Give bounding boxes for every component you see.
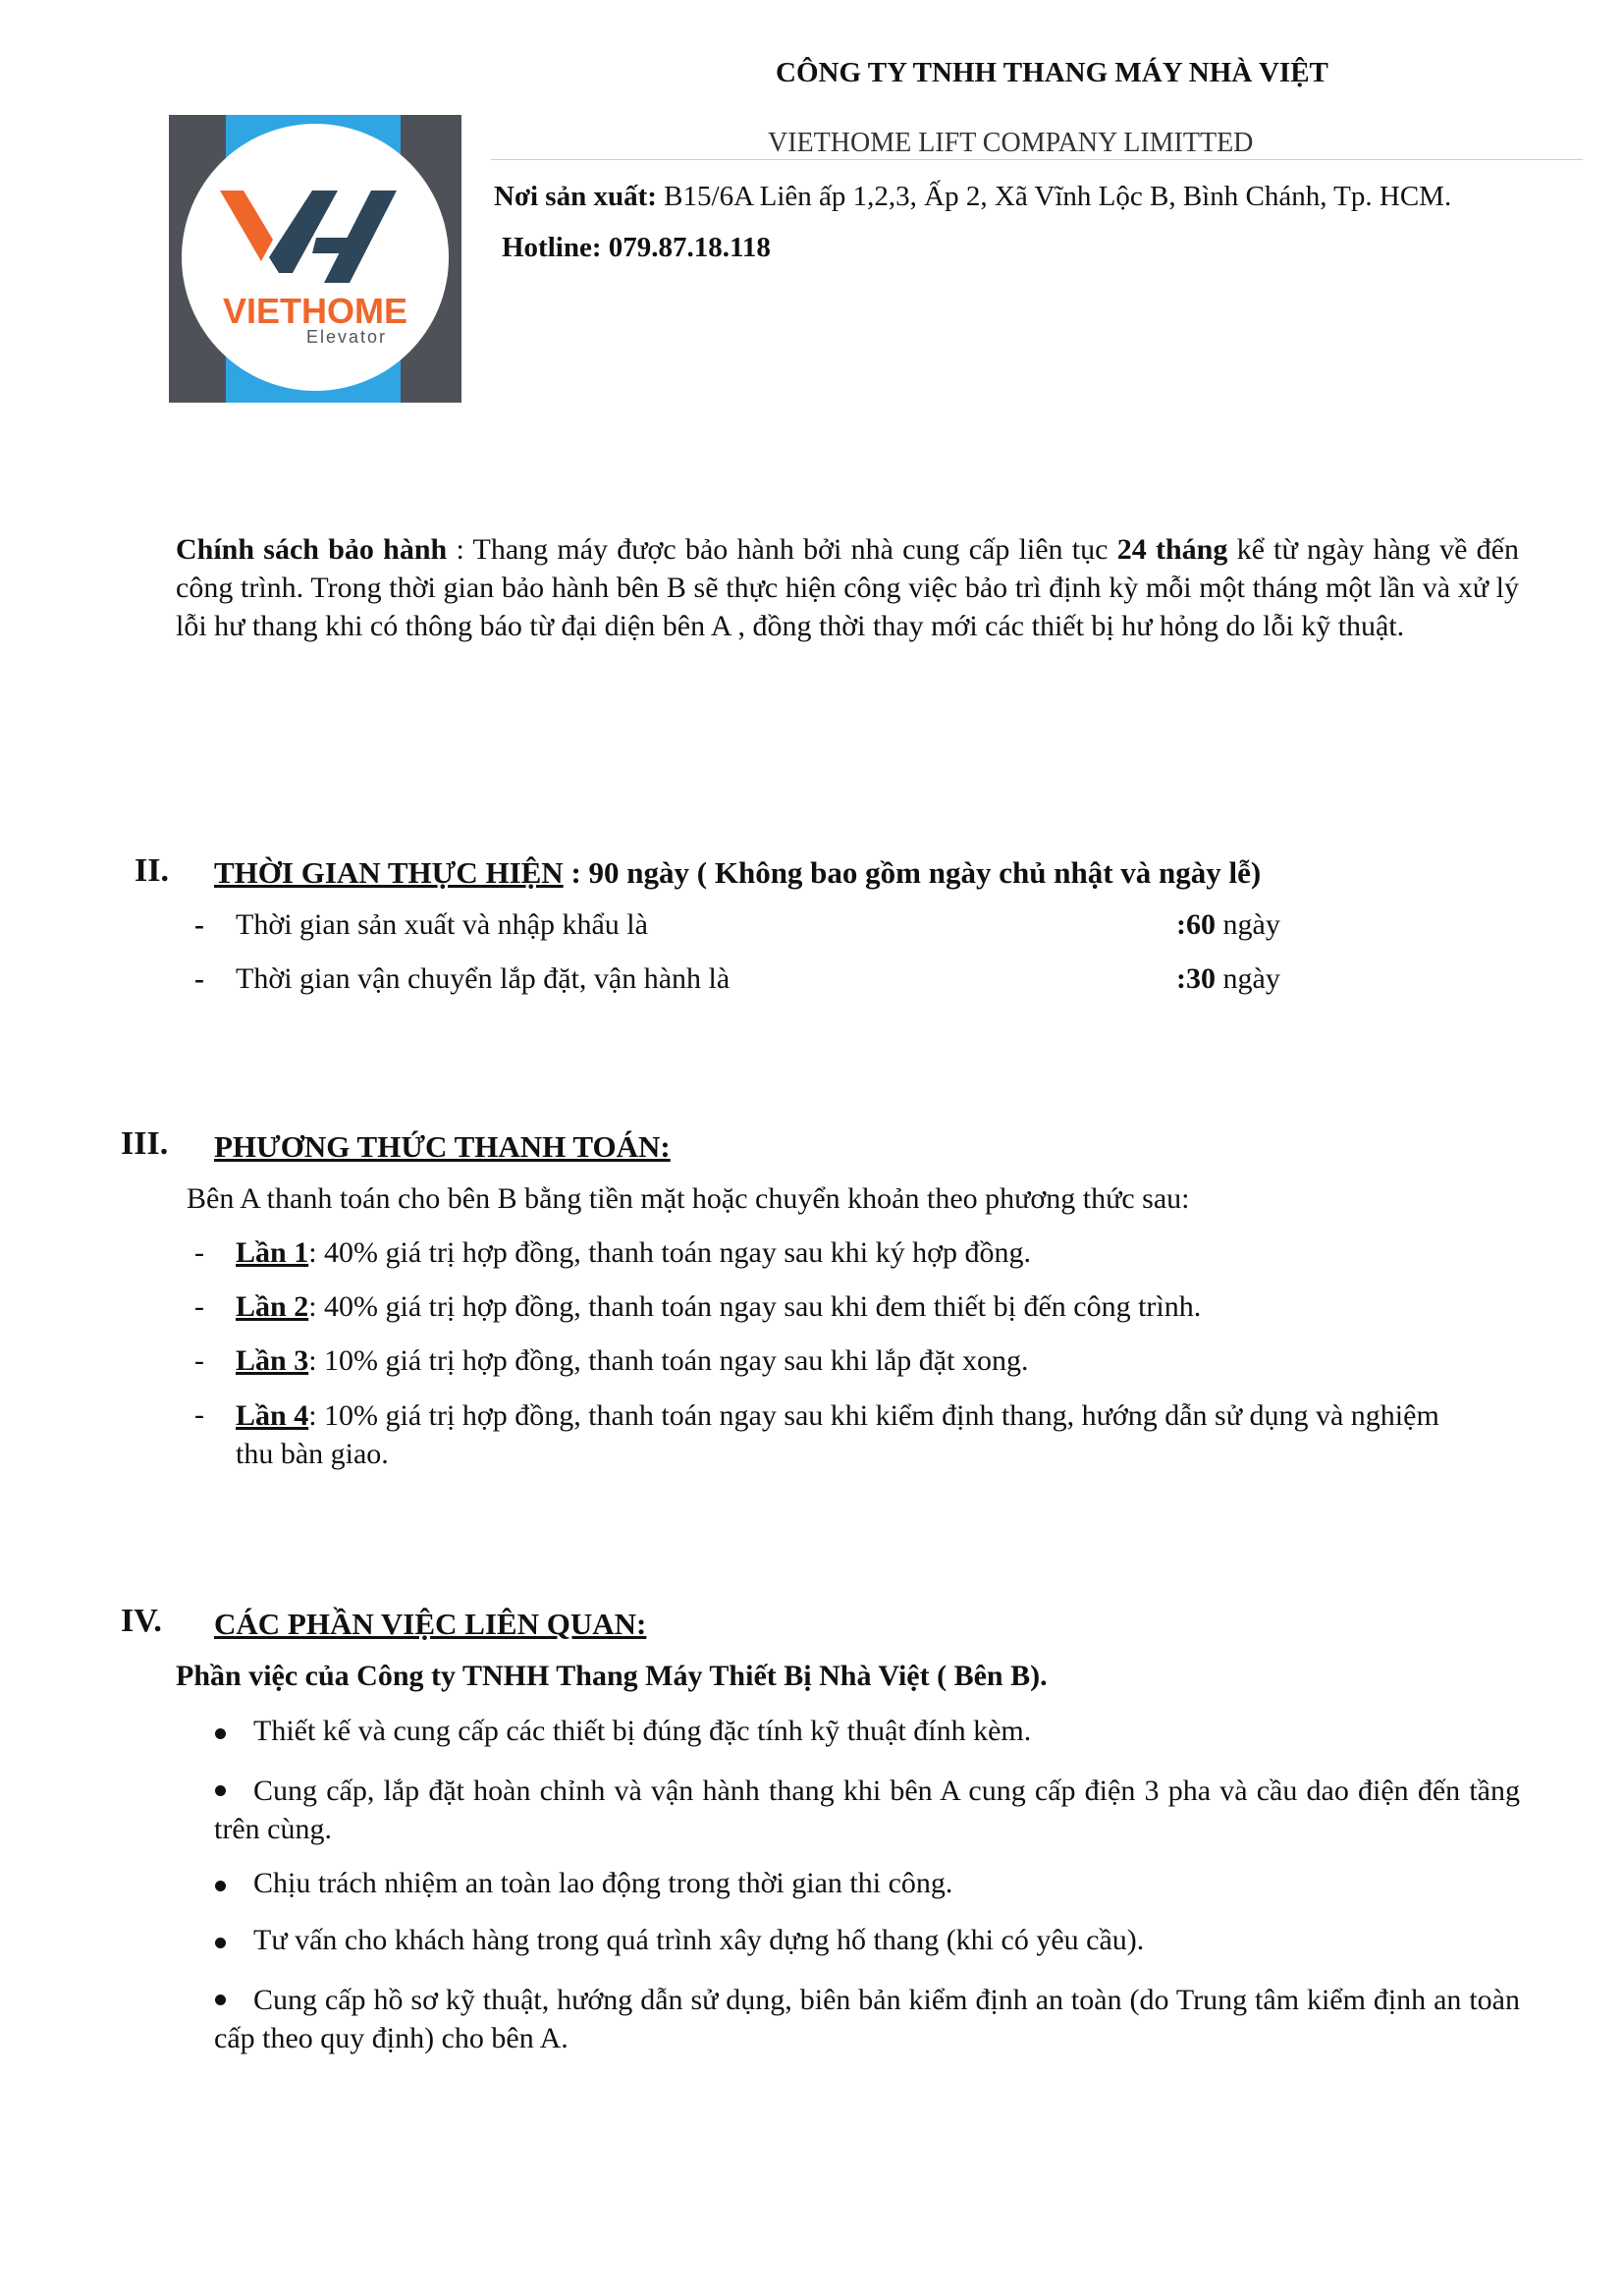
warranty-text-1: : Thang máy được bảo hành bởi nhà cung cấp liên tục xyxy=(447,533,1117,566)
section-4-subtitle: Phần việc của Công ty TNHH Thang Máy Thiết Bị Nhà Việt ( Bên B). xyxy=(176,1660,1048,1692)
warranty-policy xyxy=(176,530,1519,645)
list-dash: - xyxy=(194,1236,204,1269)
vh-monogram-icon xyxy=(218,189,414,287)
company-logo xyxy=(169,115,461,403)
section-2-number: II. xyxy=(135,852,169,889)
hotline: Hotline: 079.87.18.118 xyxy=(502,232,771,263)
bullet-icon xyxy=(215,1881,226,1891)
section-4-number: IV. xyxy=(121,1603,162,1639)
payment-item: Lần 4: 10% giá trị hợp đồng, thanh toán ngay sau khi kiểm định thang, hướng dẫn sử dụng và nghiệm thu bàn giao. xyxy=(236,1399,1439,1470)
payment-item: Lần 3: 10% giá trị hợp đồng, thanh toán ngay sau khi lắp đặt xong. xyxy=(236,1344,1029,1377)
warranty-label: Chính sách bảo hành xyxy=(176,533,448,566)
payment-item: Lần 1: 40% giá trị hợp đồng, thanh toán ngay sau khi ký hợp đồng. xyxy=(236,1236,1032,1269)
duration-label: Thời gian sản xuất và nhập khẩu là xyxy=(236,908,648,941)
bullet-icon xyxy=(215,1938,226,1948)
list-dash: - xyxy=(194,962,204,995)
duration-value: :30 ngày xyxy=(1176,962,1280,995)
section-4-title: CÁC PHẦN VIỆC LIÊN QUAN: xyxy=(214,1607,647,1641)
list-dash: - xyxy=(194,1344,204,1377)
list-dash: - xyxy=(194,1290,204,1323)
section-3-title: PHƯƠNG THỨC THANH TOÁN: xyxy=(214,1129,671,1164)
task-item: Thiết kế và cung cấp các thiết bị đúng đặc tính kỹ thuật đính kèm. xyxy=(253,1715,1032,1747)
task-item: Cung cấp hồ sơ kỹ thuật, hướng dẫn sử dụng, biên bản kiểm định an toàn (do Trung tâm kiểm định an toàn cấp theo quy định) cho bên A. xyxy=(214,1984,1520,2054)
duration-label: Thời gian vận chuyển lắp đặt, vận hành là xyxy=(236,962,731,995)
task-item: Cung cấp, lắp đặt hoàn chỉnh và vận hành thang khi bên A cung cấp điện 3 pha và cầu dao điện đến tầng trên cùng. xyxy=(214,1775,1520,1845)
logo-subtitle: Elevator xyxy=(306,327,388,347)
company-name-vn: CÔNG TY TNHH THANG MÁY NHÀ VIỆT xyxy=(776,57,1328,88)
task-item: Tư vấn cho khách hàng trong quá trình xây dựng hố thang (khi có yêu cầu). xyxy=(253,1924,1145,1956)
task-item: Chịu trách nhiệm an toàn lao động trong thời gian thi công. xyxy=(253,1867,953,1899)
address xyxy=(494,181,1451,213)
warranty-text-2: kể từ ngày hàng về đến công trình. Trong thời gian bảo hành bên B sẽ thực hiện công việc bảo trì định kỳ mỗi một tháng một lần và xử lý lỗi hư thang khi có thông báo từ đại diện bên A , đồng thời thay mới các thiết bị hư hỏng do lỗi kỹ thuật. xyxy=(176,533,1519,642)
address-value: B15/6A Liên ấp 1,2,3, Ấp 2, Xã Vĩnh Lộc B, Bình Chánh, Tp. HCM. xyxy=(664,181,1452,212)
section-2-title-rest: : 90 ngày ( Không bao gồm ngày chủ nhật và ngày lễ) xyxy=(563,855,1262,890)
section-3-number: III. xyxy=(121,1125,169,1162)
logo-brand: VIETHOME xyxy=(222,291,407,331)
payment-item: Lần 2: 40% giá trị hợp đồng, thanh toán ngay sau khi đem thiết bị đến công trình. xyxy=(236,1290,1202,1323)
header-divider xyxy=(491,159,1583,160)
list-dash: - xyxy=(194,1398,204,1431)
list-dash: - xyxy=(194,908,204,941)
section-2-heading xyxy=(214,855,1261,891)
section-2-title: THỜI GIAN THỰC HIỆN xyxy=(214,855,564,890)
address-label: Nơi sản xuất: xyxy=(494,181,657,212)
company-name-en: VIETHOME LIFT COMPANY LIMITTED xyxy=(768,128,1254,158)
warranty-months: 24 tháng xyxy=(1116,533,1228,566)
payment-intro: Bên A thanh toán cho bên B bằng tiền mặt hoặc chuyển khoản theo phương thức sau: xyxy=(187,1182,1190,1215)
duration-value: :60 ngày xyxy=(1176,908,1280,941)
bullet-icon xyxy=(215,1728,226,1739)
